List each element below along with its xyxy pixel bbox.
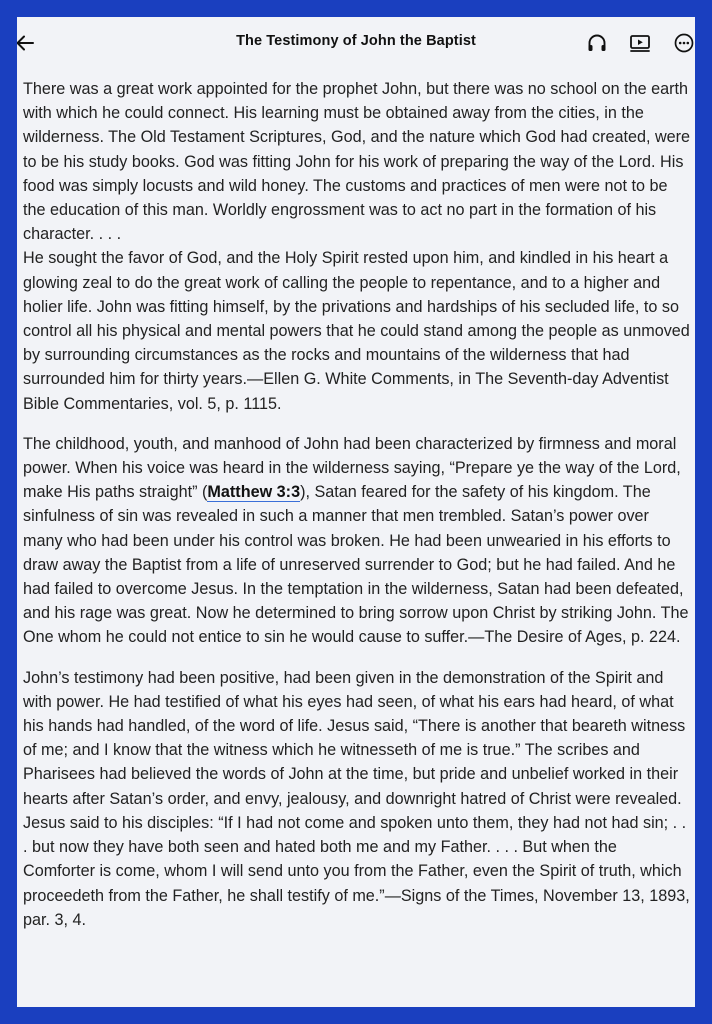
reader-screen [17, 17, 695, 1007]
paragraph-text: The childhood, youth, and manhood of John had been characterized by firmness and moral power. When his voice was heard in the wilderness saying, “Prepare ye the way of the Lord, make His paths straight” ( [23, 434, 681, 502]
back-button[interactable] [17, 31, 37, 55]
play-video-icon [628, 31, 652, 55]
paragraph: John’s testimony had been positive, had been given in the demonstration of the Spirit and with power. He had testified of what his eyes had seen, of what his ears had heard, of what his hands had handled, of the word of life. Jesus said, “There is another that beareth witness of me; and I know that the witness which he witnesseth of me is true.” The scribes and Pharisees had believed the words of John at the time, but pride and unbelief worked in their hearts after Satan’s order, and envy, jealousy, and downright hatred of Christ were revealed. [23, 668, 686, 808]
paragraph: He sought the favor of God, and the Holy Spirit rested upon him, and kindled in his heart a glowing zeal to do the great work of calling the people to repentance, and to a higher and holier life. John was fitting himself, by the privations and hardships of his secluded life, to so control all his physical and mental powers that he could stand among the people as unmoved by surrounding circumstances as the rocks and mountains of the wilderness that had surrounded him for thirty years.—Ellen G. White Comments, in The Seventh-day Adventist Bible Commentaries, vol. 5, p. 1115. [23, 249, 690, 413]
page-title: The Testimony of John the Baptist [236, 33, 476, 49]
scripture-reference-link[interactable]: Matthew 3:3 [207, 483, 301, 502]
arrow-left-icon [17, 31, 37, 55]
video-button[interactable] [628, 31, 652, 55]
more-options-button[interactable] [672, 31, 695, 55]
paragraph: Jesus said to his disciples: “If I had not come and spoken unto them, they had not had sin; . . . but now they have both seen and hated both me and my Father. . . . But when the Comforter is come, whom I will send unto you from the Father, even the Spirit of truth, which proceedeth from the Father, he shall testify of me.”—Signs of the Times, November 13, 1893, par. 3, 4. [23, 813, 690, 929]
top-bar [17, 17, 695, 69]
headphones-icon [585, 31, 609, 55]
paragraph: There was a great work appointed for the prophet John, but there was no school on the earth with which he could connect. His learning must be obtained away from the cities, in the wilderness. The Old Testament Scriptures, God, and the nature which God had created, were to be his study books. God was fitting John for his work of preparing the way of the Lord. His food was simply locusts and wild honey. The customs and practices of men were not to be the education of this man. Worldly engrossment was to act no part in the formation of his character. . . . [23, 80, 691, 244]
audio-button[interactable] [585, 31, 609, 55]
more-icon [672, 31, 695, 55]
paragraph [23, 432, 691, 650]
reading-content [23, 77, 691, 948]
paragraph-text: ), Satan feared for the safety of his kingdom. The sinfulness of sin was revealed in such a manner that men trembled. Satan’s power over many who had been under his control was broken. He had been unwearied in his efforts to draw away the Baptist from a life of unreserved surrender to God; but he had failed. And he had failed to overcome Jesus. In the temptation in the wilderness, Satan had been defeated, and his rage was great. Now he determined to bring sorrow upon Christ by striking John. The One whom he could not entice to sin he would cause to suffer.—The Desire of Ages, p. 224. [23, 483, 689, 647]
